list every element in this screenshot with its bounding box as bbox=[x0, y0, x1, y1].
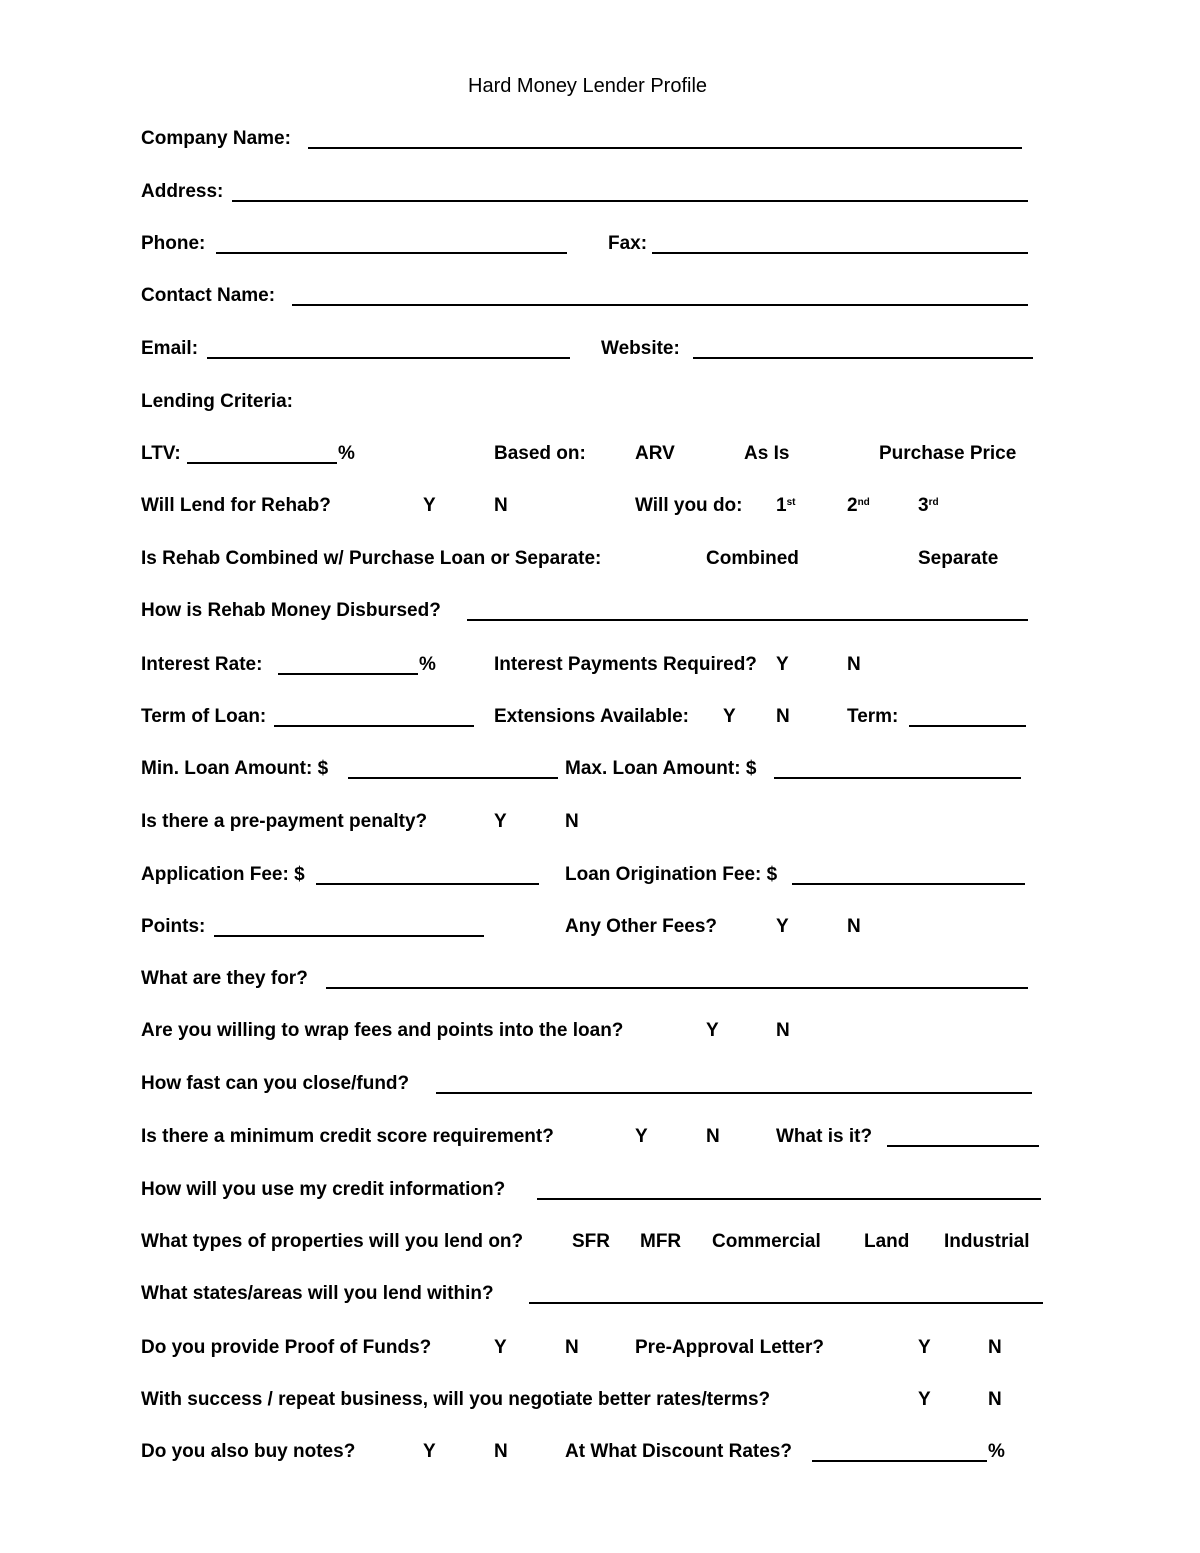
min-credit-question: Is there a minimum credit score requirement? bbox=[141, 1126, 554, 1147]
proof-of-funds-no[interactable]: N bbox=[565, 1337, 579, 1358]
wrap-fees-no[interactable]: N bbox=[776, 1020, 790, 1041]
option-as-is[interactable]: As Is bbox=[744, 443, 790, 464]
contact-name-label: Contact Name: bbox=[141, 285, 276, 306]
rehab-no[interactable]: N bbox=[494, 495, 508, 516]
repeat-business-yes[interactable]: Y bbox=[918, 1389, 931, 1410]
lending-criteria-heading: Lending Criteria: bbox=[141, 391, 294, 412]
ltv-percent: % bbox=[338, 443, 355, 464]
ltv-field[interactable] bbox=[187, 462, 337, 464]
will-you-do-label: Will you do: bbox=[635, 495, 743, 516]
option-mfr[interactable]: MFR bbox=[640, 1231, 682, 1252]
min-credit-yes[interactable]: Y bbox=[635, 1126, 648, 1147]
term-field[interactable] bbox=[909, 725, 1026, 727]
proof-of-funds-question: Do you provide Proof of Funds? bbox=[141, 1337, 432, 1358]
page-title: Hard Money Lender Profile bbox=[468, 75, 708, 97]
discount-rates-field[interactable] bbox=[812, 1460, 987, 1462]
credit-use-question: How will you use my credit information? bbox=[141, 1179, 506, 1200]
company-name-label: Company Name: bbox=[141, 128, 291, 149]
what-for-field[interactable] bbox=[326, 987, 1028, 989]
website-label: Website: bbox=[601, 338, 680, 359]
address-label: Address: bbox=[141, 181, 224, 202]
fax-field[interactable] bbox=[652, 252, 1028, 254]
wrap-fees-question: Are you willing to wrap fees and points into the loan? bbox=[141, 1020, 624, 1041]
option-commercial[interactable]: Commercial bbox=[712, 1231, 821, 1252]
points-field[interactable] bbox=[214, 935, 484, 937]
interest-payments-question: Interest Payments Required? bbox=[494, 654, 757, 675]
origination-fee-label: Loan Origination Fee: $ bbox=[565, 864, 778, 885]
interest-rate-percent: % bbox=[419, 654, 436, 675]
rehab-yes[interactable]: Y bbox=[423, 495, 436, 516]
company-name-field[interactable] bbox=[308, 147, 1022, 149]
option-first-lien[interactable]: 1st bbox=[776, 495, 796, 516]
other-fees-question: Any Other Fees? bbox=[565, 916, 718, 937]
proof-of-funds-yes[interactable]: Y bbox=[494, 1337, 507, 1358]
min-loan-field[interactable] bbox=[348, 777, 558, 779]
credit-use-field[interactable] bbox=[537, 1198, 1041, 1200]
interest-rate-label: Interest Rate: bbox=[141, 654, 263, 675]
option-sfr[interactable]: SFR bbox=[572, 1231, 610, 1252]
what-is-it-field[interactable] bbox=[887, 1145, 1039, 1147]
buy-notes-question: Do you also buy notes? bbox=[141, 1441, 356, 1462]
what-for-question: What are they for? bbox=[141, 968, 308, 989]
contact-name-field[interactable] bbox=[292, 304, 1028, 306]
option-arv[interactable]: ARV bbox=[635, 443, 675, 464]
application-fee-label: Application Fee: $ bbox=[141, 864, 305, 885]
min-loan-label: Min. Loan Amount: $ bbox=[141, 758, 329, 779]
website-field[interactable] bbox=[693, 357, 1033, 359]
repeat-business-no[interactable]: N bbox=[988, 1389, 1002, 1410]
extensions-no[interactable]: N bbox=[776, 706, 790, 727]
prepay-yes[interactable]: Y bbox=[494, 811, 507, 832]
term-label: Term: bbox=[847, 706, 899, 727]
ltv-label: LTV: bbox=[141, 443, 181, 464]
rehab-disbursed-field[interactable] bbox=[467, 619, 1028, 621]
fax-label: Fax: bbox=[608, 233, 648, 254]
how-fast-field[interactable] bbox=[436, 1092, 1032, 1094]
phone-label: Phone: bbox=[141, 233, 206, 254]
prepay-no[interactable]: N bbox=[565, 811, 579, 832]
address-field[interactable] bbox=[232, 200, 1028, 202]
email-label: Email: bbox=[141, 338, 199, 359]
option-second-lien[interactable]: 2nd bbox=[847, 495, 870, 516]
rehab-question: Will Lend for Rehab? bbox=[141, 495, 331, 516]
buy-notes-no[interactable]: N bbox=[494, 1441, 508, 1462]
rehab-combined-question: Is Rehab Combined w/ Purchase Loan or Separate: bbox=[141, 548, 602, 569]
discount-rates-percent: % bbox=[988, 1441, 1005, 1462]
option-industrial[interactable]: Industrial bbox=[944, 1231, 1030, 1252]
term-of-loan-label: Term of Loan: bbox=[141, 706, 267, 727]
interest-rate-field[interactable] bbox=[278, 673, 418, 675]
repeat-business-question: With success / repeat business, will you negotiate better rates/terms? bbox=[141, 1389, 771, 1410]
application-fee-field[interactable] bbox=[316, 883, 539, 885]
discount-rates-question: At What Discount Rates? bbox=[565, 1441, 792, 1462]
extensions-label: Extensions Available: bbox=[494, 706, 689, 727]
preapproval-no[interactable]: N bbox=[988, 1337, 1002, 1358]
option-separate[interactable]: Separate bbox=[918, 548, 999, 569]
wrap-fees-yes[interactable]: Y bbox=[706, 1020, 719, 1041]
other-fees-no[interactable]: N bbox=[847, 916, 861, 937]
states-field[interactable] bbox=[529, 1302, 1043, 1304]
states-question: What states/areas will you lend within? bbox=[141, 1283, 494, 1304]
interest-payments-no[interactable]: N bbox=[847, 654, 861, 675]
prepay-question: Is there a pre-payment penalty? bbox=[141, 811, 428, 832]
option-purchase-price[interactable]: Purchase Price bbox=[879, 443, 1017, 464]
extensions-yes[interactable]: Y bbox=[723, 706, 736, 727]
max-loan-label: Max. Loan Amount: $ bbox=[565, 758, 757, 779]
min-credit-no[interactable]: N bbox=[706, 1126, 720, 1147]
option-combined[interactable]: Combined bbox=[706, 548, 799, 569]
preapproval-yes[interactable]: Y bbox=[918, 1337, 931, 1358]
buy-notes-yes[interactable]: Y bbox=[423, 1441, 436, 1462]
phone-field[interactable] bbox=[216, 252, 567, 254]
origination-fee-field[interactable] bbox=[792, 883, 1025, 885]
based-on-label: Based on: bbox=[494, 443, 586, 464]
option-third-lien[interactable]: 3rd bbox=[918, 495, 939, 516]
property-types-question: What types of properties will you lend on? bbox=[141, 1231, 524, 1252]
other-fees-yes[interactable]: Y bbox=[776, 916, 789, 937]
email-field[interactable] bbox=[207, 357, 570, 359]
what-is-it-label: What is it? bbox=[776, 1126, 873, 1147]
interest-payments-yes[interactable]: Y bbox=[776, 654, 789, 675]
points-label: Points: bbox=[141, 916, 206, 937]
max-loan-field[interactable] bbox=[774, 777, 1021, 779]
how-fast-question: How fast can you close/fund? bbox=[141, 1073, 410, 1094]
preapproval-question: Pre-Approval Letter? bbox=[635, 1337, 824, 1358]
term-of-loan-field[interactable] bbox=[274, 725, 474, 727]
rehab-disbursed-question: How is Rehab Money Disbursed? bbox=[141, 600, 441, 621]
option-land[interactable]: Land bbox=[864, 1231, 910, 1252]
